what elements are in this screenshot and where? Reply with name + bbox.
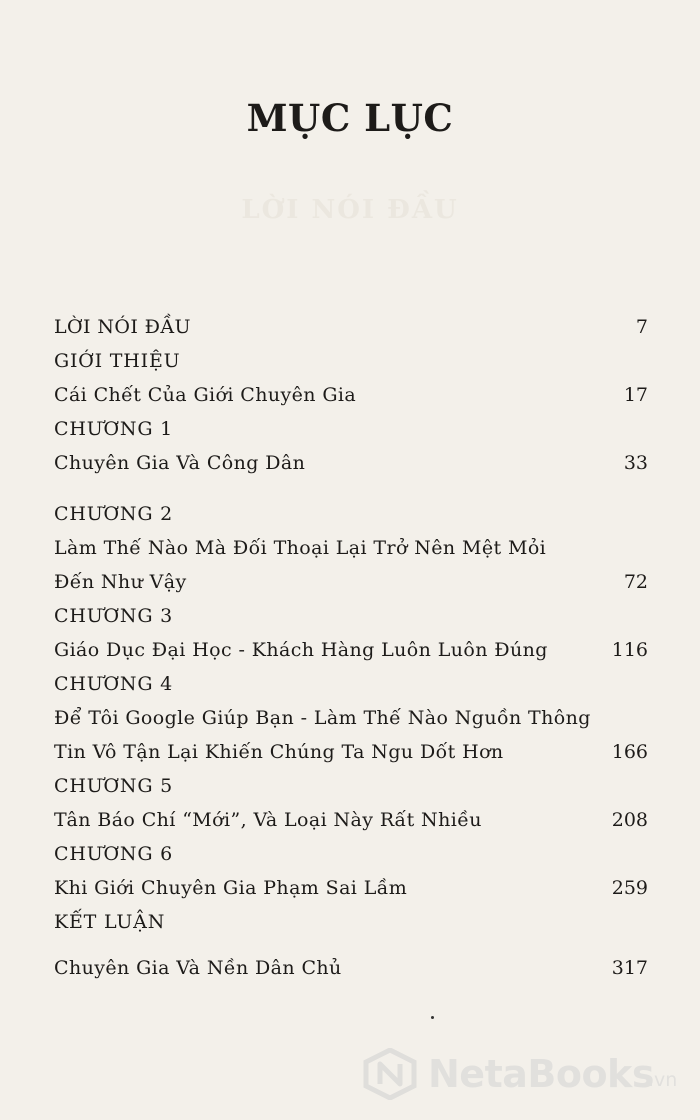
toc-section-heading — [54, 911, 648, 945]
toc-page-number: 17 — [623, 384, 648, 406]
toc-entry-text: Cái Chết Của Giới Chuyên Gia — [54, 384, 357, 406]
toc-heading-text: KẾT LUẬN — [54, 911, 166, 933]
toc-entry-text: Khi Giới Chuyên Gia Phạm Sai Lầm — [54, 877, 408, 899]
toc-heading-text: CHƯƠNG 6 — [54, 843, 174, 865]
toc-section-heading — [54, 605, 648, 639]
toc-row — [54, 639, 648, 673]
bleed-through-text: LỜI NÓI ĐẦU — [241, 195, 459, 225]
toc-row — [54, 316, 648, 350]
toc-entry-text: Chuyên Gia Và Nền Dân Chủ — [54, 957, 342, 979]
page-title: MỤC LỤC — [246, 96, 454, 140]
toc-row — [54, 809, 648, 843]
toc-row — [54, 877, 648, 911]
toc-page-number: 116 — [611, 639, 648, 661]
toc-row — [54, 741, 648, 775]
toc-heading-text: CHƯƠNG 4 — [54, 673, 174, 695]
toc-heading-text: CHƯƠNG 2 — [54, 503, 174, 525]
toc-entry-text: Để Tôi Google Giúp Bạn - Làm Thế Nào Nguồn Thông — [54, 707, 591, 729]
toc-page-number: 317 — [611, 957, 648, 979]
toc-heading-text: CHƯƠNG 3 — [54, 605, 174, 627]
toc-section-heading — [54, 503, 648, 537]
watermark-domain: .vn — [648, 1069, 678, 1091]
toc-row — [54, 537, 648, 571]
toc-entry-text: Tân Báo Chí “Mới”, Và Loại Này Rất Nhiều — [54, 809, 482, 831]
toc-row — [54, 384, 648, 418]
toc-entry-text: Giáo Dục Đại Học - Khách Hàng Luôn Luôn Đúng — [54, 639, 548, 661]
toc-entry-text: Tin Vô Tận Lại Khiến Chúng Ta Ngu Dốt Hơn — [54, 741, 504, 763]
toc-entry-text: Làm Thế Nào Mà Đối Thoại Lại Trở Nên Mệt Mỏi — [54, 537, 547, 559]
toc-entry-text: LỜI NÓI ĐẦU — [54, 316, 191, 338]
toc-page-number: 166 — [611, 741, 648, 763]
toc-heading-text: CHƯƠNG 5 — [54, 775, 174, 797]
toc-section-heading — [54, 843, 648, 877]
watermark-brand: NetaBooks — [428, 1052, 654, 1096]
toc-page-number: 72 — [623, 571, 648, 593]
toc-section-heading — [54, 350, 648, 384]
toc-section-heading — [54, 775, 648, 809]
toc-row — [54, 957, 648, 991]
ink-speck — [431, 1016, 434, 1019]
toc-entry-text: Chuyên Gia Và Công Dân — [54, 452, 306, 474]
netabooks-logo-icon — [362, 1048, 418, 1100]
watermark-logo — [362, 1044, 692, 1104]
toc-row — [54, 571, 648, 605]
toc-page-number: 208 — [611, 809, 648, 831]
toc-page-number: 33 — [623, 452, 648, 474]
toc-page-number: 7 — [635, 316, 648, 338]
toc-heading-text: GIỚI THIỆU — [54, 350, 181, 372]
toc-section-heading — [54, 418, 648, 452]
toc-section-heading — [54, 673, 648, 707]
toc-page-number: 259 — [611, 877, 648, 899]
toc-heading-text: CHƯƠNG 1 — [54, 418, 174, 440]
toc-row — [54, 452, 648, 486]
toc-entry-text: Đến Như Vậy — [54, 571, 187, 593]
toc-row — [54, 707, 648, 741]
